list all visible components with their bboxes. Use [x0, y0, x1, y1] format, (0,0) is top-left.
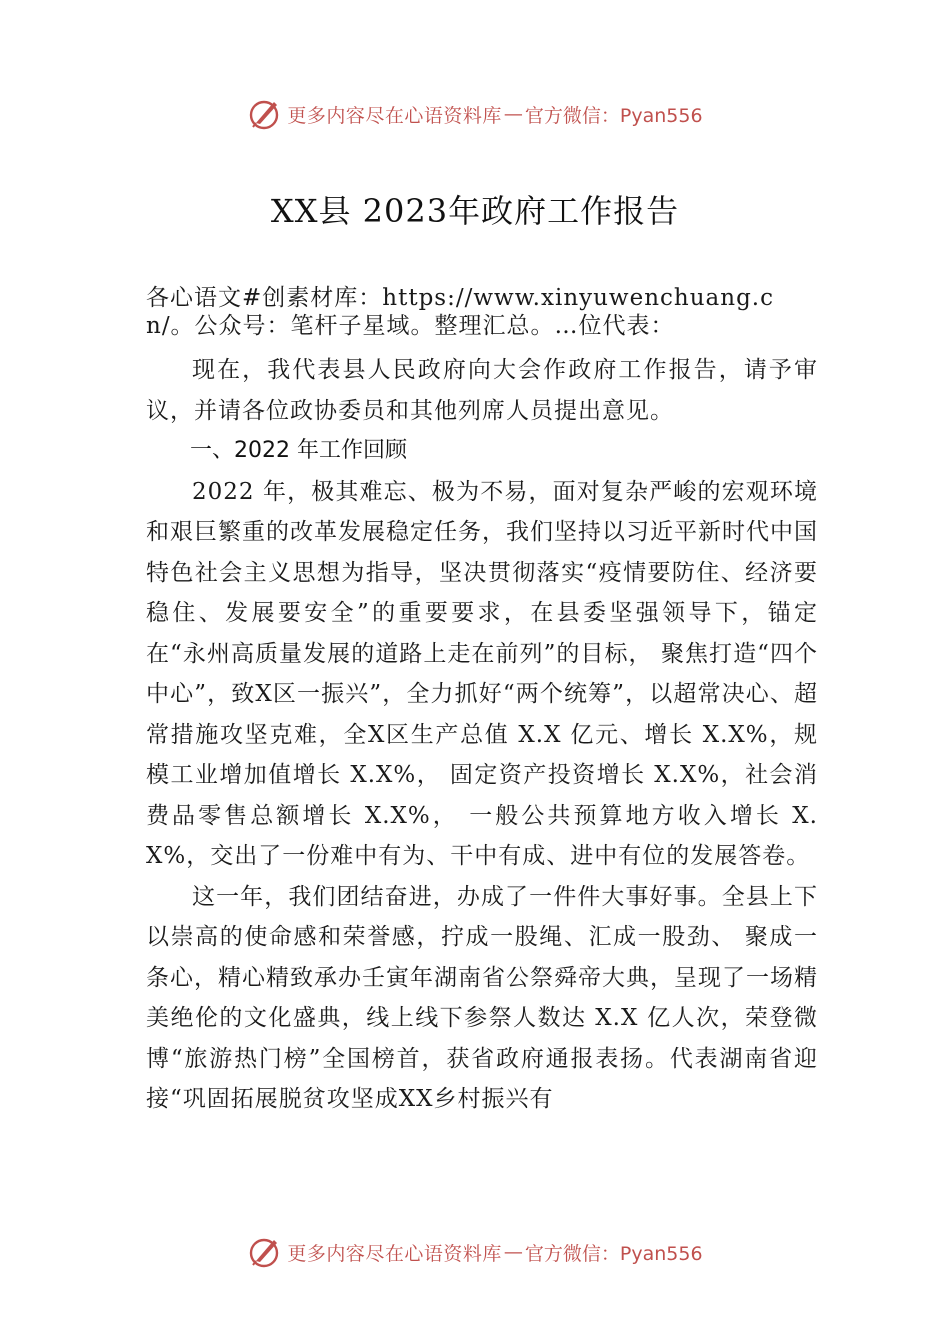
section-heading: 一、2022 年工作回顾 — [190, 438, 407, 463]
banner-brand-text: 更多内容尽在心语资料库 — [287, 104, 502, 127]
banner-wechat-text: 官方微信：Pyan556 — [524, 104, 703, 127]
review-paragraph-2: 这一年，我们团结奋进，办成了一件件大事好事。全县上下以崇高的使命感和荣誉感，拧成一股绳、汇成一股劲、 聚成一条心，精心精致承办壬寅年湖南省公祭舜帝大典，呈现了一场精美绝伦的文化盛典，线上线下参祭人数达 X.X 亿人次，荣登微博“旅游热门榜”全国榜首，获省政府通报表扬。代表湖南省迎接“巩固拓展脱贫攻坚成XX乡村振兴有 — [146, 883, 818, 1112]
review-paragraph-1: 2022 年，极其难忘、极为不易，面对复杂严峻的宏观环境和艰巨繁重的改革发展稳定任务，我们坚持以习近平新时代中国特色社会主义思想为指导，坚决贯彻落实“疫情要防住、经济要稳住、发展要安全”的重要要求，在县委坚强领导下，锚定在“永州高质量发展的道路上走在前列”的目标， 聚焦打造“四个中心”，致X区一振兴”，全力抓好“两个统筹”，以超常决心、超常措施攻坚克难，全X区生产总值 X.X 亿元、增长 X.X%，规模工业增加值增长 X.X%， 固定资产投资增长 X.X%，社会消费品零售总额增长 X.X%， 一般公共预算地方收入增长 X.X%，交出了一份难中有为、干中有成、进中有位的发展答卷。 — [146, 478, 818, 869]
banner-separator: — — [503, 1241, 523, 1263]
footer-watermark-banner — [0, 1232, 950, 1272]
intro-line: 各心语文#创素材库：https://www.xinyuwenchuang.cn/。公众号：笔杆子星域。整理汇总。…位代表： — [146, 285, 774, 339]
quill-logo-icon — [247, 1234, 283, 1270]
header-watermark-banner — [0, 94, 950, 134]
banner-brand-text: 更多内容尽在心语资料库 — [287, 1242, 502, 1265]
document-title: XX县 2023年政府工作报告 — [270, 192, 680, 230]
quill-logo-icon — [247, 96, 283, 132]
document-body — [146, 284, 818, 1120]
opening-paragraph: 现在，我代表县人民政府向大会作政府工作报告，请予审议，并请各位政协委员和其他列席人员提出意见。 — [146, 357, 818, 424]
banner-separator: — — [503, 103, 523, 125]
banner-wechat-text: 官方微信：Pyan556 — [524, 1242, 703, 1265]
